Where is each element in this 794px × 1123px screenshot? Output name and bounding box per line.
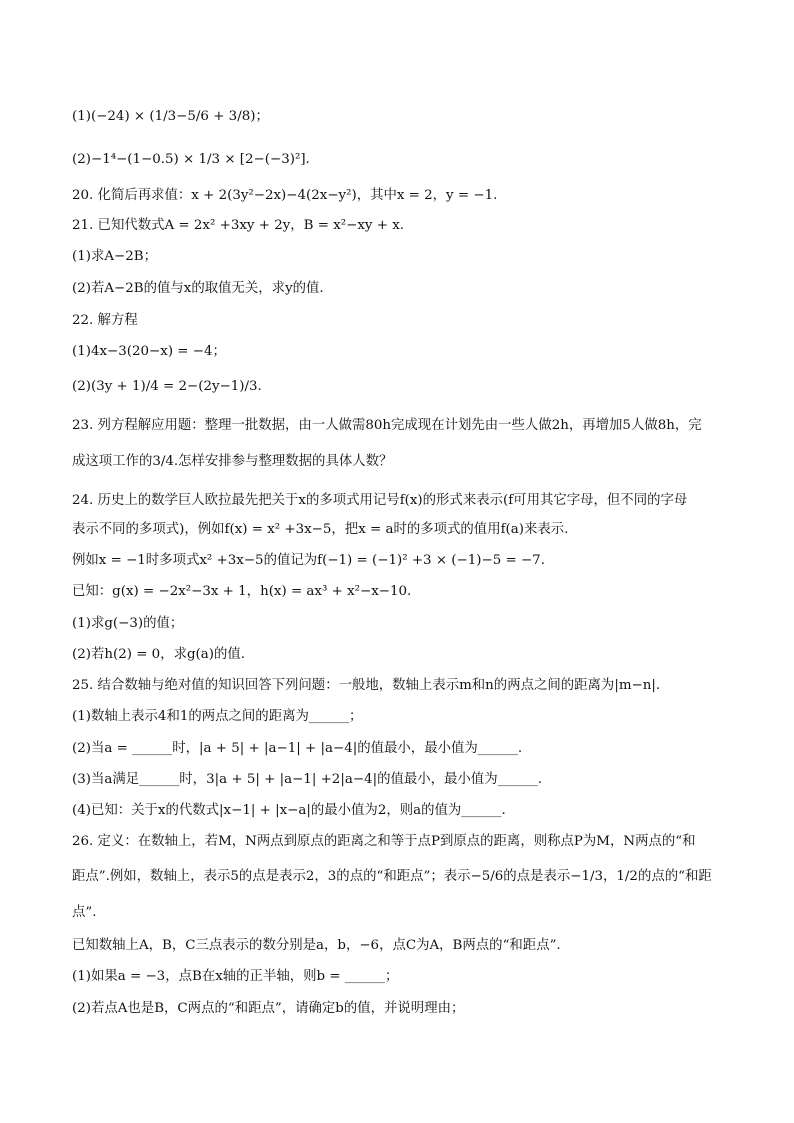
q20: 20. 化简后再求值：x + 2(3y²−2x)−4(2x−y²)，其中x = 2，y = −1. xyxy=(72,188,498,203)
q24-line2: 表示不同的多项式)，例如f(x) = x² +3x−5，把x = a时的多项式的值用f(a)来表示. xyxy=(72,522,569,537)
q24-part2: (2)若h(2) = 0，求g(a)的值. xyxy=(72,647,246,662)
q21-part2: (2)若A−2B的值与x的取值无关，求y的值. xyxy=(72,281,324,296)
q25-part3: (3)当a满足______时，3|a + 5| + |a−1| +2|a−4|的值最小，最小值为______. xyxy=(72,772,543,787)
q24-line1: 24. 历史上的数学巨人欧拉最先把关于x的多项式用记号f(x)的形式来表示(f可用其它字母，但不同的字母 xyxy=(72,493,688,508)
q24-part1: (1)求g(−3)的值； xyxy=(72,616,184,631)
q21: 21. 已知代数式A = 2x² +3xy + 2y，B = x²−xy + x. xyxy=(72,218,405,233)
q19-part2: (2)−1⁴−(1−0.5) × 1/3 × [2−(−3)²]. xyxy=(72,152,310,167)
q26-line2: 距点”.例如，数轴上，表示5的点是表示2，3的点的“和距点”；表示−5/6的点是表示−1/3，1/2的点的“和距 xyxy=(72,869,712,884)
q24-line3: 例如x = −1时多项式x² +3x−5的值记为f(−1) = (−1)² +3 × (−1)−5 = −7. xyxy=(72,553,545,568)
q26-part2: (2)若点A也是B，C两点的“和距点”，请确定b的值，并说明理由； xyxy=(72,1001,465,1016)
q25: 25. 结合数轴与绝对值的知识回答下列问题：一般地，数轴上表示m和n的两点之间的距离为|m−n|. xyxy=(72,678,661,693)
q24-line4: 已知：g(x) = −2x²−3x + 1，h(x) = ax³ + x²−x−10. xyxy=(72,584,412,599)
q26-line1: 26. 定义：在数轴上，若M，N两点到原点的距离之和等于点P到原点的距离，则称点P为M，N两点的“和 xyxy=(72,834,696,849)
q26-part1: (1)如果a = −3，点B在x轴的正半轴，则b = ______； xyxy=(72,969,399,984)
q22: 22. 解方程 xyxy=(72,313,138,328)
q25-part2: (2)当a = ______时，|a + 5| + |a−1| + |a−4|的值最小，最小值为______. xyxy=(72,741,523,756)
q22-part2: (2)(3y + 1)/4 = 2−(2y−1)/3. xyxy=(72,379,262,394)
q26-line3: 点”. xyxy=(72,905,97,920)
q23-line1: 23. 列方程解应用题：整理一批数据，由一人做需80h完成现在计划先由一些人做2h，再增加5人做8h，完 xyxy=(72,418,702,433)
q25-part4: (4)已知：关于x的代数式|x−1| + |x−a|的最小值为2，则a的值为______. xyxy=(72,803,506,818)
q22-part1: (1)4x−3(20−x) = −4； xyxy=(72,344,226,359)
q23-line2: 成这项工作的3/4.怎样安排参与整理数据的具体人数？ xyxy=(72,454,393,469)
q19-part1: (1)(−24) × (1/3−5/6 + 3/8)； xyxy=(72,109,269,124)
q25-part1: (1)数轴上表示4和1的两点之间的距离为______； xyxy=(72,709,363,724)
q26-line4: 已知数轴上A，B，C三点表示的数分别是a，b，−6，点C为A，B两点的“和距点”. xyxy=(72,938,561,953)
q21-part1: (1)求A−2B； xyxy=(72,249,157,264)
